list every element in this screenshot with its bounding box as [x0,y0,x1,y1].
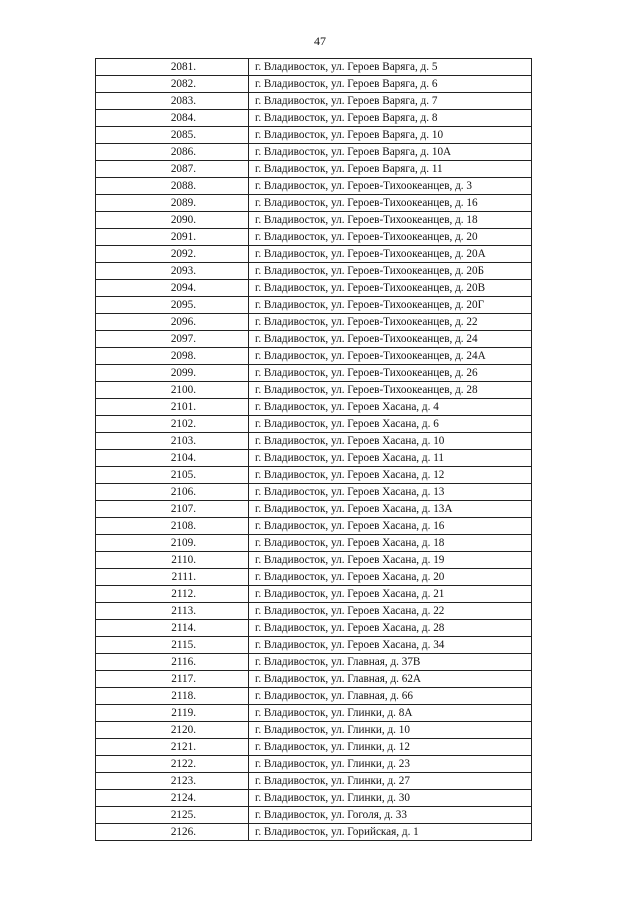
row-number: 2116. [96,654,249,671]
table-row [96,93,532,110]
row-number: 2108. [96,518,249,535]
table-row [96,416,532,433]
row-address: г. Владивосток, ул. Героев Хасана, д. 12 [249,467,532,484]
row-address: г. Владивосток, ул. Героев Варяга, д. 10 [249,127,532,144]
address-table [95,58,532,841]
table-row [96,263,532,280]
table-row [96,603,532,620]
table-row [96,212,532,229]
page-number: 47 [314,34,326,48]
table-row [96,59,532,76]
row-address: г. Владивосток, ул. Героев-Тихоокеанцев, д. 22 [249,314,532,331]
table-row [96,484,532,501]
row-number: 2125. [96,807,249,824]
row-address: г. Владивосток, ул. Героев Хасана, д. 6 [249,416,532,433]
table-row [96,654,532,671]
row-number: 2090. [96,212,249,229]
table-row [96,569,532,586]
table-row [96,76,532,93]
table-row [96,756,532,773]
row-number: 2083. [96,93,249,110]
row-number: 2118. [96,688,249,705]
row-number: 2086. [96,144,249,161]
table-row [96,518,532,535]
row-number: 2082. [96,76,249,93]
table-row [96,433,532,450]
table-row [96,365,532,382]
row-number: 2112. [96,586,249,603]
row-address: г. Владивосток, ул. Глинки, д. 30 [249,790,532,807]
row-address: г. Владивосток, ул. Героев Варяга, д. 5 [249,59,532,76]
row-number: 2115. [96,637,249,654]
row-number: 2099. [96,365,249,382]
table-row [96,246,532,263]
row-address: г. Владивосток, ул. Главная, д. 62А [249,671,532,688]
row-number: 2097. [96,331,249,348]
row-number: 2094. [96,280,249,297]
table-row [96,399,532,416]
row-number: 2100. [96,382,249,399]
row-number: 2088. [96,178,249,195]
row-number: 2084. [96,110,249,127]
row-address: г. Владивосток, ул. Горийская, д. 1 [249,824,532,841]
row-number: 2106. [96,484,249,501]
row-address: г. Владивосток, ул. Героев Хасана, д. 20 [249,569,532,586]
row-number: 2122. [96,756,249,773]
table-row [96,807,532,824]
table-row [96,739,532,756]
row-number: 2095. [96,297,249,314]
table-row [96,824,532,841]
row-address: г. Владивосток, ул. Героев Варяга, д. 7 [249,93,532,110]
table-row [96,586,532,603]
table-row [96,671,532,688]
row-address: г. Владивосток, ул. Героев Хасана, д. 22 [249,603,532,620]
row-number: 2087. [96,161,249,178]
row-number: 2121. [96,739,249,756]
row-number: 2107. [96,501,249,518]
table-row [96,331,532,348]
row-number: 2103. [96,433,249,450]
table-row [96,501,532,518]
row-address: г. Владивосток, ул. Героев Хасана, д. 28 [249,620,532,637]
table-row [96,161,532,178]
row-address: г. Владивосток, ул. Героев-Тихоокеанцев, д. 28 [249,382,532,399]
row-number: 2111. [96,569,249,586]
row-address: г. Владивосток, ул. Героев-Тихоокеанцев, д. 20Г [249,297,532,314]
row-number: 2114. [96,620,249,637]
row-address: г. Владивосток, ул. Героев-Тихоокеанцев, д. 24А [249,348,532,365]
table-row [96,382,532,399]
table-row [96,620,532,637]
row-number: 2124. [96,790,249,807]
row-address: г. Владивосток, ул. Героев Хасана, д. 10 [249,433,532,450]
table-row [96,110,532,127]
row-number: 2098. [96,348,249,365]
row-number: 2085. [96,127,249,144]
row-address: г. Владивосток, ул. Героев-Тихоокеанцев, д. 20А [249,246,532,263]
row-address: г. Владивосток, ул. Героев-Тихоокеанцев, д. 16 [249,195,532,212]
row-number: 2117. [96,671,249,688]
row-number: 2126. [96,824,249,841]
row-address: г. Владивосток, ул. Героев-Тихоокеанцев, д. 18 [249,212,532,229]
row-address: г. Владивосток, ул. Глинки, д. 12 [249,739,532,756]
row-number: 2091. [96,229,249,246]
table-row [96,229,532,246]
row-number: 2109. [96,535,249,552]
row-address: г. Владивосток, ул. Героев Хасана, д. 18 [249,535,532,552]
row-address: г. Владивосток, ул. Героев Хасана, д. 11 [249,450,532,467]
row-address: г. Владивосток, ул. Героев Варяга, д. 10А [249,144,532,161]
row-address: г. Владивосток, ул. Героев Хасана, д. 4 [249,399,532,416]
row-number: 2105. [96,467,249,484]
table-row [96,348,532,365]
table-row [96,178,532,195]
row-number: 2096. [96,314,249,331]
row-address: г. Владивосток, ул. Главная, д. 37В [249,654,532,671]
row-number: 2092. [96,246,249,263]
row-address: г. Владивосток, ул. Гоголя, д. 33 [249,807,532,824]
table-row [96,637,532,654]
table-row [96,773,532,790]
table-row [96,297,532,314]
row-number: 2113. [96,603,249,620]
row-address: г. Владивосток, ул. Героев Хасана, д. 13 [249,484,532,501]
table-row [96,450,532,467]
row-address: г. Владивосток, ул. Героев Варяга, д. 11 [249,161,532,178]
row-address: г. Владивосток, ул. Героев Хасана, д. 13А [249,501,532,518]
row-number: 2089. [96,195,249,212]
row-number: 2119. [96,705,249,722]
row-number: 2102. [96,416,249,433]
row-address: г. Владивосток, ул. Глинки, д. 10 [249,722,532,739]
table-row [96,144,532,161]
table-row [96,535,532,552]
table-row [96,314,532,331]
row-address: г. Владивосток, ул. Героев-Тихоокеанцев, д. 3 [249,178,532,195]
row-address: г. Владивосток, ул. Героев-Тихоокеанцев, д. 20 [249,229,532,246]
row-number: 2104. [96,450,249,467]
row-address: г. Владивосток, ул. Героев-Тихоокеанцев, д. 26 [249,365,532,382]
table-row [96,722,532,739]
row-address: г. Владивосток, ул. Глинки, д. 27 [249,773,532,790]
table-row [96,127,532,144]
table-row [96,790,532,807]
row-address: г. Владивосток, ул. Героев Хасана, д. 34 [249,637,532,654]
row-address: г. Владивосток, ул. Героев Варяга, д. 6 [249,76,532,93]
row-address: г. Владивосток, ул. Героев-Тихоокеанцев, д. 20Б [249,263,532,280]
table-row [96,552,532,569]
row-address: г. Владивосток, ул. Героев Хасана, д. 21 [249,586,532,603]
row-address: г. Владивосток, ул. Глинки, д. 23 [249,756,532,773]
table-row [96,280,532,297]
row-address: г. Владивосток, ул. Героев-Тихоокеанцев, д. 20В [249,280,532,297]
row-address: г. Владивосток, ул. Главная, д. 66 [249,688,532,705]
row-number: 2093. [96,263,249,280]
row-address: г. Владивосток, ул. Героев Варяга, д. 8 [249,110,532,127]
row-address: г. Владивосток, ул. Глинки, д. 8А [249,705,532,722]
row-number: 2081. [96,59,249,76]
row-number: 2101. [96,399,249,416]
row-number: 2120. [96,722,249,739]
row-address: г. Владивосток, ул. Героев Хасана, д. 16 [249,518,532,535]
row-number: 2110. [96,552,249,569]
table-row [96,195,532,212]
address-table-body [96,59,532,841]
table-row [96,705,532,722]
table-row [96,688,532,705]
table-row [96,467,532,484]
row-number: 2123. [96,773,249,790]
row-address: г. Владивосток, ул. Героев-Тихоокеанцев, д. 24 [249,331,532,348]
row-address: г. Владивосток, ул. Героев Хасана, д. 19 [249,552,532,569]
